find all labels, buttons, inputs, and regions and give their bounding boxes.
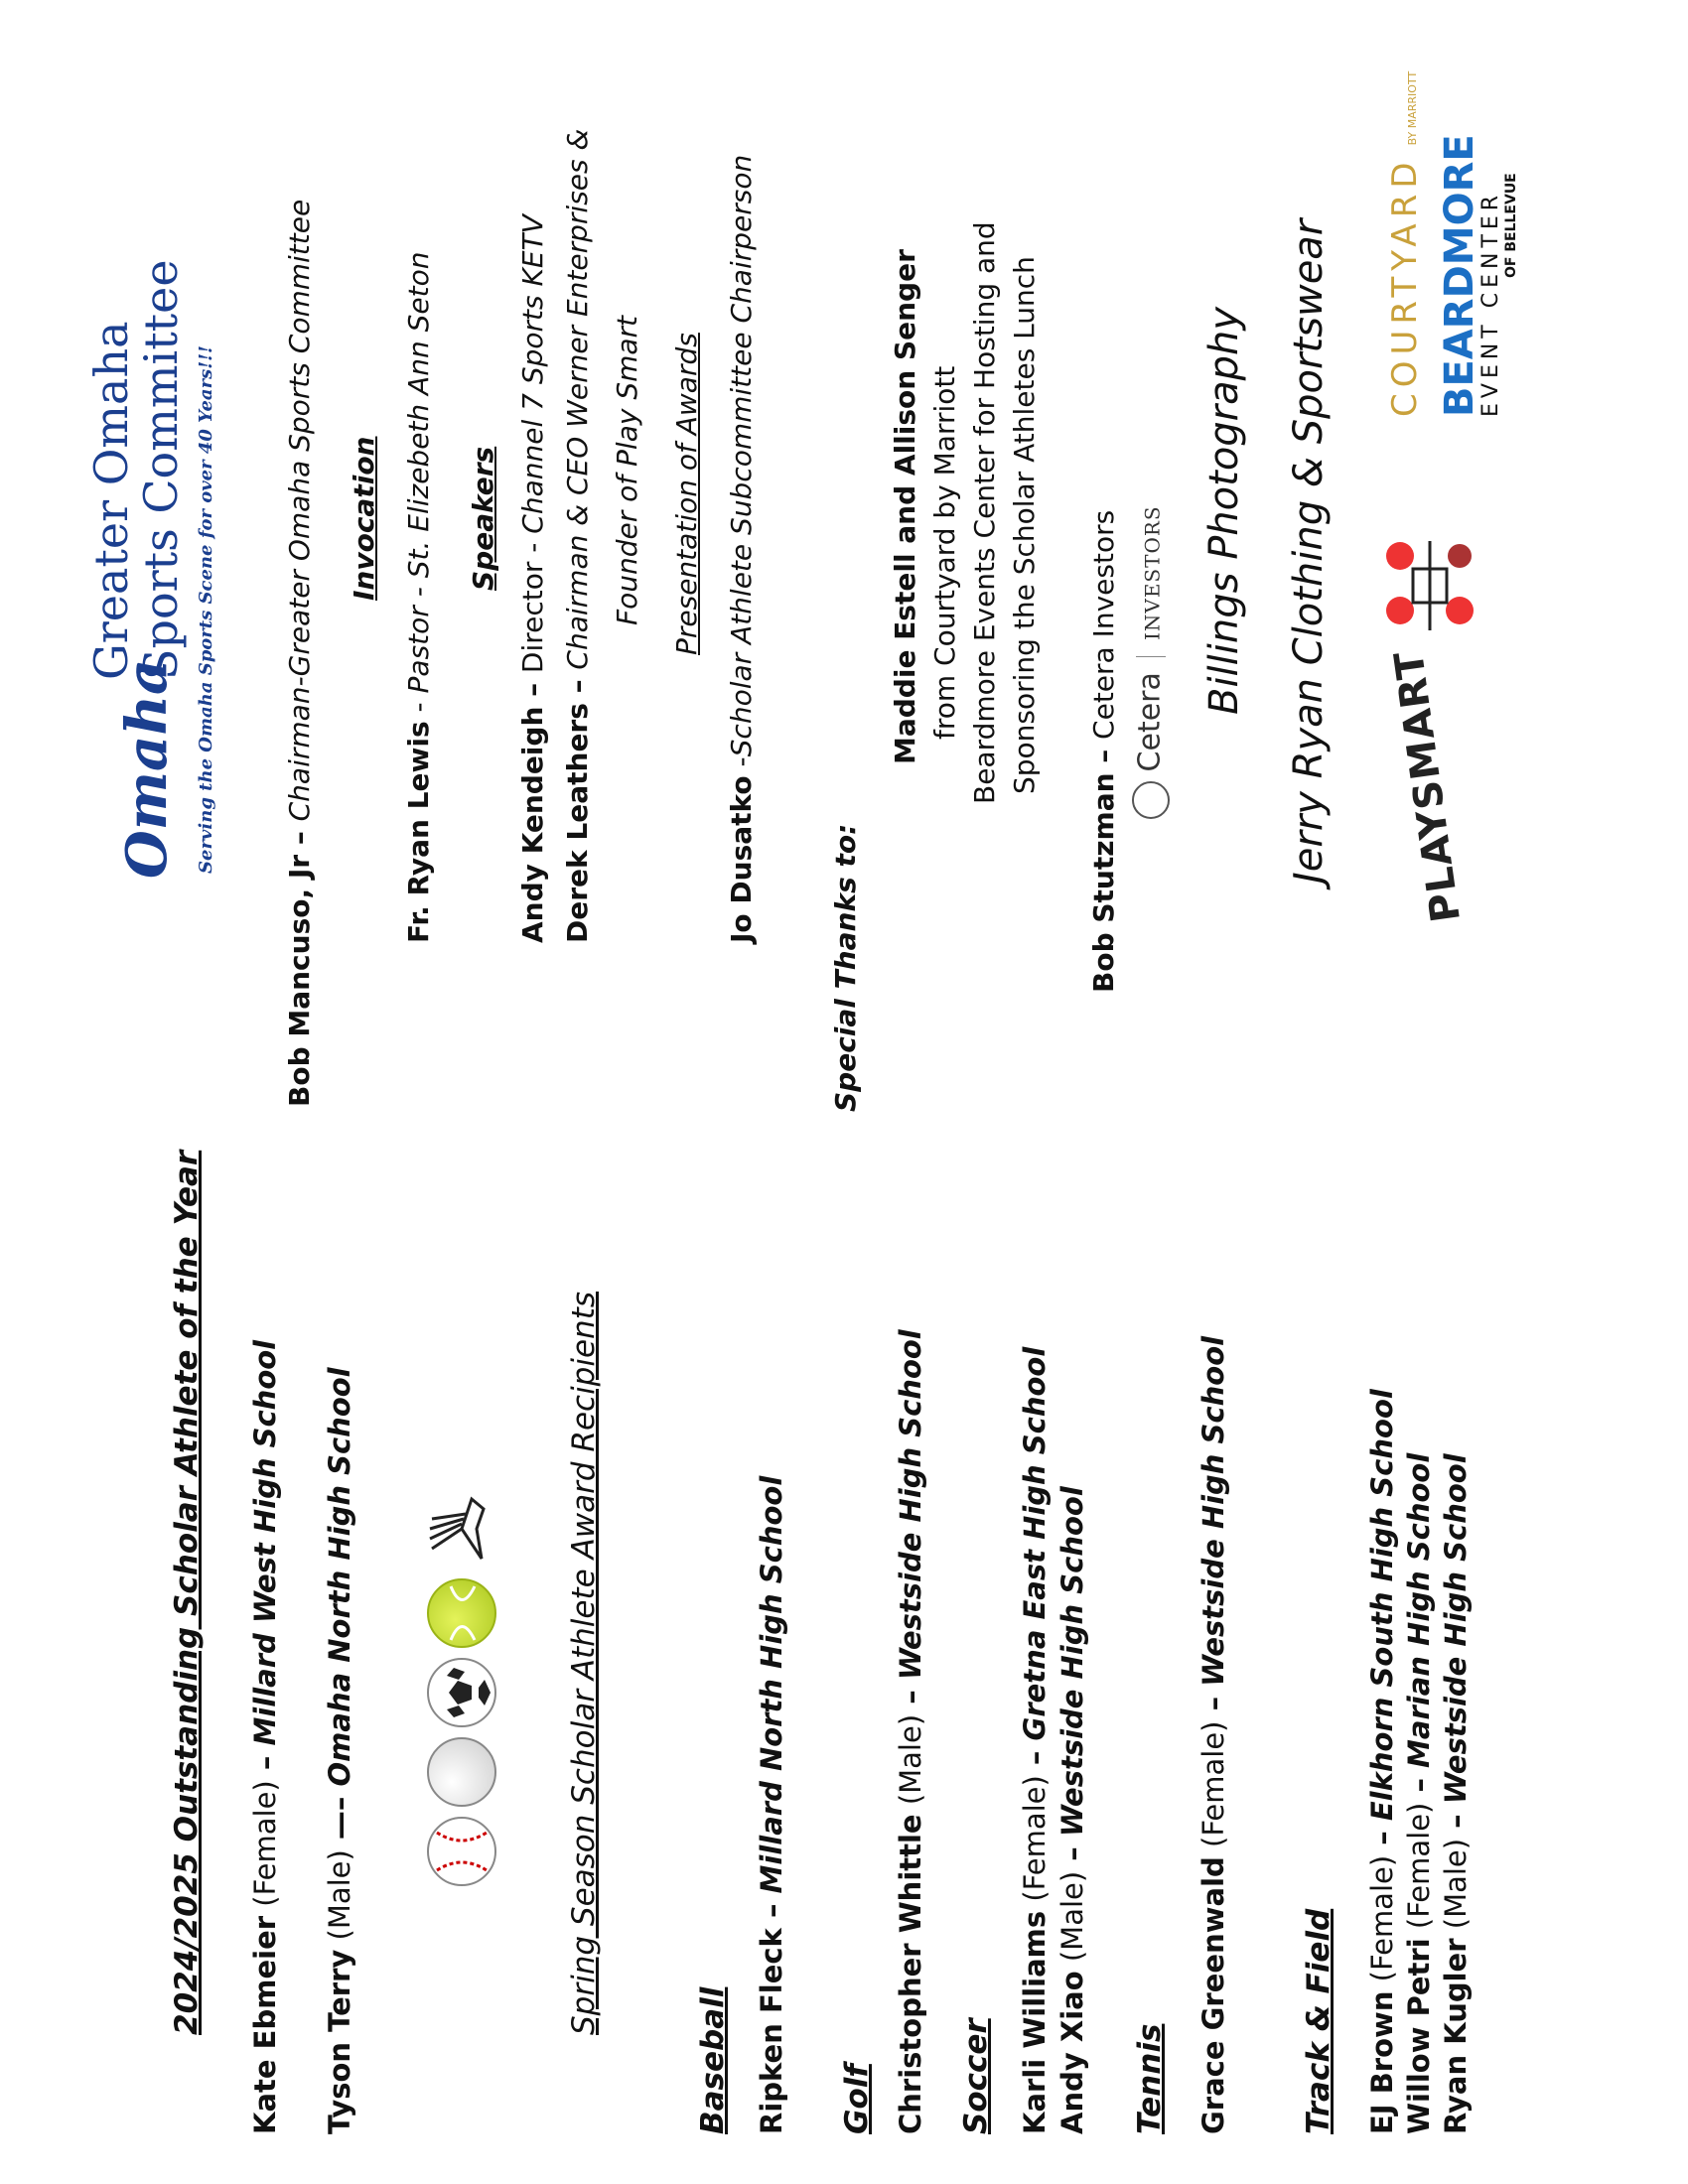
winner-name: Kate Ebmeier <box>248 1915 282 2134</box>
recipient-name: Christopher Whittle <box>894 1814 927 2134</box>
separator: - <box>725 756 758 776</box>
winner-row <box>323 1367 356 2134</box>
sport-header-tennis: Tennis <box>1132 2023 1168 2134</box>
recipient-row <box>1365 1389 1399 2134</box>
separator: – <box>561 669 594 704</box>
beardmore-logo-text: BEARDMORE <box>1437 134 1482 417</box>
chairman-name: Bob Mancuso, Jr <box>283 854 316 1107</box>
separator: – <box>248 1745 282 1781</box>
speaker-role-detail: Channel 7 Sports KETV <box>516 214 549 534</box>
separator: —– <box>323 1786 356 1850</box>
sport-header-baseball: Baseball <box>695 1986 731 2134</box>
presentation-line <box>725 155 758 943</box>
recipient-name: Grace Greenwald <box>1196 1856 1230 2134</box>
recipient-gender: (Male) <box>1439 1838 1473 1930</box>
separator: – <box>1439 1804 1473 1839</box>
recipient-name: Willow Petri <box>1402 1938 1436 2134</box>
spring-season-title: Spring Season Scholar Athlete Award Recipients <box>566 1292 602 2035</box>
separator: – <box>755 1893 788 1929</box>
playsmart-logo-balls <box>1375 531 1484 640</box>
separator: – <box>1087 739 1120 773</box>
thanks-line: Beardmore Events Center for Hosting and <box>968 221 1001 804</box>
recipient-row <box>1055 1486 1089 2134</box>
recipient-gender: (Female) <box>1018 1775 1052 1902</box>
thanks-line: Sponsoring the Scholar Athletes Lunch <box>1008 256 1041 794</box>
beardmore-logo <box>1437 134 1519 417</box>
investor-name: Bob Stutzman <box>1087 772 1120 993</box>
playsmart-logo <box>1375 647 1494 925</box>
divider <box>1136 656 1166 657</box>
recipient-gender: (Female) <box>1365 1854 1399 1982</box>
separator: – <box>1196 1686 1230 1721</box>
speaker-role-detail: Chairman & CEO Werner Enterprises & <box>561 128 594 670</box>
courtyard-logo-text: COURTYARD <box>1385 156 1425 417</box>
separator: – <box>1365 1821 1399 1855</box>
presenter-name: Jo Dusatko <box>725 775 758 943</box>
beardmore-logo-subtext: EVENT CENTER <box>1478 190 1503 417</box>
recipient-school: Westside High School <box>1439 1453 1473 1805</box>
recipient-name: Ripken Fleck <box>755 1928 788 2134</box>
recipient-name: Karli Williams <box>1018 1910 1052 2134</box>
recipient-school: Elkhorn South High School <box>1365 1389 1399 1822</box>
recipient-gender: (Female) <box>1402 1802 1436 1930</box>
recipient-row <box>1439 1453 1473 2134</box>
winner-school: Omaha North High School <box>323 1367 356 1787</box>
recipient-school: Marian High School <box>1402 1452 1436 1768</box>
presentation-header: Presentation of Awards <box>670 333 703 655</box>
cetera-logo <box>1132 505 1170 819</box>
logo-line-1: Greater Omaha <box>84 321 138 680</box>
sport-header-golf: Golf <box>839 2064 875 2134</box>
omaha-logo-mark: Omaha <box>114 658 180 879</box>
presenter-role: Scholar Athlete Subcommittee Chairperson <box>725 154 758 757</box>
invocation-header: Invocation <box>348 436 380 601</box>
recipient-gender: (Male) <box>1055 1870 1089 1963</box>
investor-org: Cetera Investors <box>1087 509 1120 740</box>
tennis-ball-icon <box>427 1578 496 1648</box>
separator: - <box>402 693 435 722</box>
invocation-line <box>402 252 435 943</box>
logo-tagline: Serving the Omaha Sports Scene for over 40 Years!!! <box>196 345 216 874</box>
recipient-row <box>1018 1347 1052 2134</box>
separator: – <box>1055 1837 1089 1871</box>
playsmart-logo-text: PLAYSMART <box>1386 647 1470 925</box>
gosc-logo <box>84 259 233 879</box>
recipient-name: Andy Xiao <box>1055 1971 1089 2134</box>
separator: – <box>1018 1740 1052 1776</box>
recipient-school: Westside High School <box>1196 1335 1230 1687</box>
recipient-row <box>755 1476 788 2134</box>
courtyard-logo-subtext: BY MARRIOTT <box>1406 70 1419 146</box>
award-recipients-panel <box>0 1092 1688 2184</box>
separator: – <box>1402 1767 1436 1803</box>
invocation-role: Pastor - St. Elizebeth Ann Seton <box>402 251 435 694</box>
separator: – <box>283 821 316 855</box>
courtyard-logo <box>1385 71 1425 417</box>
sport-header-track-field: Track & Field <box>1301 1908 1336 2134</box>
winner-row <box>248 1340 282 2134</box>
cetera-logo-text: Cetera <box>1132 672 1168 772</box>
thanks-line: from Courtyard by Marriott <box>928 365 961 740</box>
photography-credit: Billings Photography <box>1201 306 1247 715</box>
separator: – <box>894 1680 927 1714</box>
speaker-line <box>516 214 549 943</box>
recipient-row <box>1196 1336 1230 2134</box>
speaker-name: Andy Kendeigh <box>516 706 549 943</box>
recipient-name: EJ Brown <box>1365 1990 1399 2134</box>
recipient-school: Gretna East High School <box>1018 1346 1052 1741</box>
recipient-row <box>1402 1453 1436 2134</box>
winner-gender: (Female) <box>248 1780 282 1907</box>
recipient-name: Ryan Kugler <box>1439 1938 1473 2134</box>
sport-header-soccer: Soccer <box>958 2018 994 2134</box>
recipient-school: Millard North High School <box>755 1475 788 1894</box>
baseball-icon <box>427 1817 496 1886</box>
invocation-name: Fr. Ryan Lewis <box>402 721 435 943</box>
speaker-line <box>561 129 594 943</box>
speaker-line-cont: Founder of Play Smart <box>611 315 643 625</box>
recipient-row <box>894 1329 927 2134</box>
investor-line <box>1087 510 1120 993</box>
logo-line-2: Sports Committee <box>134 259 188 680</box>
separator: – <box>516 673 549 707</box>
recipient-gender: (Male) <box>894 1713 927 1806</box>
winner-gender: (Male) <box>323 1849 356 1941</box>
speakers-header: Speakers <box>467 446 499 591</box>
cetera-logo-subtext: INVESTORS <box>1140 505 1165 641</box>
recipient-school: Westside High School <box>1055 1486 1089 1838</box>
thanks-names: Maddie Estell and Allison Senger <box>889 249 921 764</box>
page-title: 2024/2025 Outstanding Scholar Athlete of the Year <box>169 1150 205 2035</box>
speaker-name: Derek Leathers <box>561 703 594 943</box>
cetera-logo-icon <box>1132 781 1170 819</box>
chairman-line <box>283 200 316 1107</box>
special-thanks-header: Special Thanks to: <box>829 823 862 1112</box>
sport-icons <box>417 1291 506 1886</box>
soccer-ball-icon <box>427 1658 496 1727</box>
clothing-credit: Jerry Ryan Clothing & Sportswear <box>1286 218 1332 884</box>
chairman-role: Chairman-Greater Omaha Sports Committee <box>283 199 316 822</box>
beardmore-logo-subtext: OF BELLEVUE <box>1503 173 1519 278</box>
recipient-school: Westside High School <box>894 1329 927 1681</box>
speaker-role: Director - <box>516 533 549 674</box>
golf-ball-icon <box>427 1737 496 1807</box>
winner-school: Millard West High School <box>248 1339 282 1746</box>
recipient-gender: (Female) <box>1196 1720 1230 1847</box>
winged-foot-icon <box>422 1489 501 1569</box>
winner-name: Tyson Terry <box>323 1949 356 2134</box>
